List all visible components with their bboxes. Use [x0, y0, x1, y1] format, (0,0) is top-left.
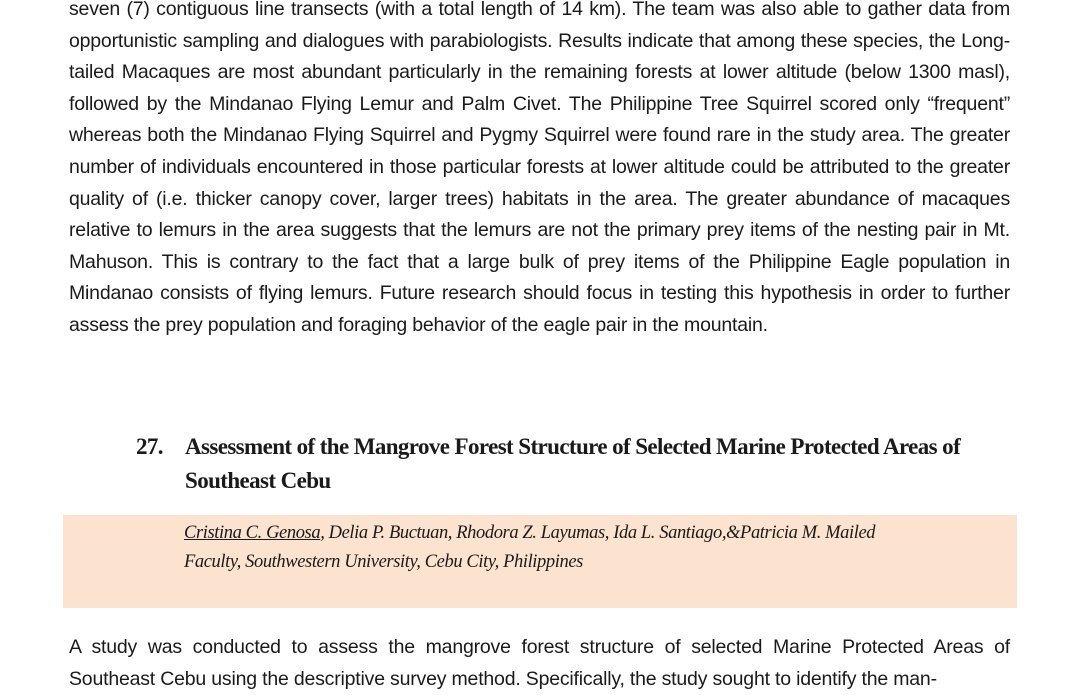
entry-abstract-text: A study was conducted to assess the mangrove forest structure of selected Marine Protected Areas of Southeast Cebu using the descriptive survey method. Specifically, the study sought to identify the man- [69, 636, 1010, 690]
entry-title: Assessment of the Mangrove Forest Structure of Selected Marine Protected Areas of Southeast Cebu [185, 434, 961, 493]
author-line [184, 519, 1004, 548]
entry-number: 27. [136, 434, 163, 459]
co-authors: , Delia P. Buctuan, Rhodora Z. Layumas, Ida L. Santiago,&Patricia M. Mailed [320, 523, 876, 543]
previous-abstract-text: seven (7) contiguous line transects (with a total length of 14 km). The team was also able to gather data from opportunistic sampling and dialogues with parabiologists. Results indicate that among these species, the Long-tailed Macaques are most abundant particularly in the remaining forests at lower altitude (below 1300 masl), followed by the Mindanao Flying Lemur and Palm Civet. The Philippine Tree Squirrel scored only “frequent” whereas both the Mindanao Flying Squirrel and Pygmy Squirrel were found rare in the study area. The greater number of individuals encountered in those particular forests at lower altitude could be attributed to the greater quality of (i.e. thicker canopy cover, larger trees) habitats in the area. The greater abundance of macaques relative to lemurs in the area suggests that the lemurs are not the primary prey items of the nesting pair in Mt. Mahuson. This is contrary to the fact that a large bulk of prey items of the Philippine Eagle population in Mindanao consists of flying lemurs. Future research should focus in testing this hypothesis in order to further assess the prey population and foraging behavior of the eagle pair in the mountain. [69, 0, 1010, 336]
author-block [184, 519, 1004, 577]
author-affiliation-box [63, 515, 1017, 608]
lead-author: Cristina C. Genosa [184, 523, 321, 543]
previous-abstract-paragraph [69, 0, 1010, 342]
entry-abstract-paragraph [69, 632, 1010, 695]
affiliation: Faculty, Southwestern University, Cebu City, Philippines [184, 552, 583, 572]
